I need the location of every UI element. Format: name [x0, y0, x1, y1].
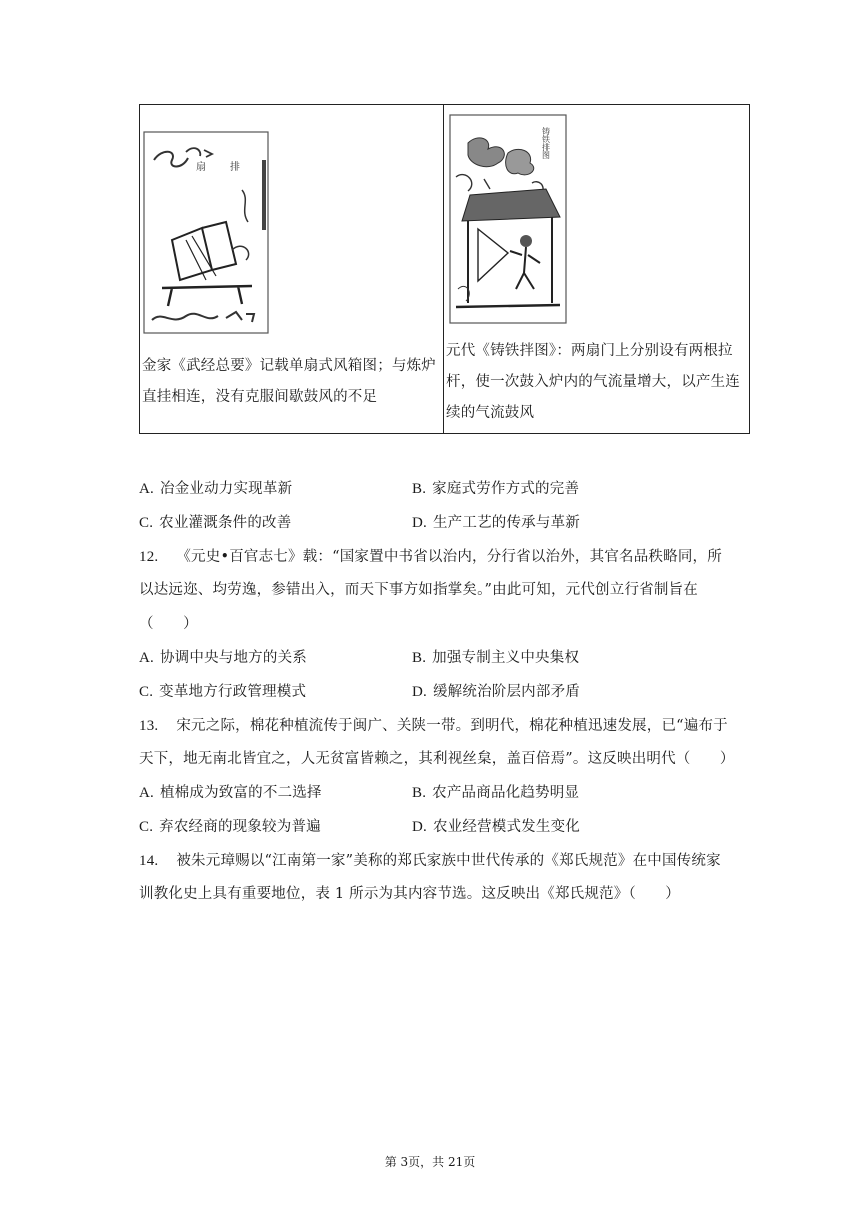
iron-casting-woodcut-illustration — [448, 113, 568, 325]
option-letter: A. — [139, 650, 154, 666]
q13-option-b[interactable] — [412, 781, 579, 802]
right-caption: 元代《铸铁拌图》：两扇门上分别设有两根拉杆，使一次鼓入炉内的气流量增大，以产生连续的气流鼓风 — [446, 343, 740, 421]
option-text: 农业灌溉条件的改善 — [159, 515, 292, 531]
q12-stem-line-1 — [139, 545, 722, 566]
q14-stem-line-2: 训教化史上具有重要地位，表 1 所示为其内容节选。这反映出《郑氏规范》（ ） — [139, 886, 680, 902]
option-text: 农业经营模式发生变化 — [432, 819, 580, 835]
page-footer: 第 3页，共 21页 — [384, 1155, 476, 1169]
left-caption: 金家《武经总要》记载单扇式风箱图；与炼炉直挂相连，没有克服间歇鼓风的不足 — [142, 358, 436, 405]
question-number: 13. — [139, 718, 159, 734]
q12-option-d[interactable] — [412, 680, 580, 701]
svg-text:排: 排 — [230, 162, 240, 173]
svg-text:扇: 扇 — [196, 162, 206, 173]
option-letter: D. — [412, 515, 427, 531]
question-text: 宋元之际，棉花种植流传于闽广、关陕一带。到明代，棉花种植迅速发展，已“遍布于 — [176, 718, 728, 734]
option-letter: D. — [412, 819, 427, 835]
option-letter: B. — [412, 650, 427, 666]
option-letter: C. — [139, 819, 154, 835]
q13-stem-line-2: 天下，地无南北皆宜之，人无贫富皆赖之，其利视丝枲，盖百倍焉”。这反映出明代（ ） — [139, 751, 735, 767]
figure-cell-bellows — [140, 105, 444, 433]
q12-option-a[interactable] — [139, 646, 307, 667]
q11-option-b[interactable] — [412, 477, 579, 498]
q11-option-d[interactable] — [412, 511, 580, 532]
option-letter: A. — [139, 481, 154, 497]
question-number: 12. — [139, 549, 159, 565]
q12-stem-line-2: 以达远迩、均劳逸，参错出入，而天下事方如指掌矣。”由此可知，元代创立行省制旨在 — [139, 582, 698, 598]
q14-stem-line-1 — [139, 849, 721, 870]
q13-option-d[interactable] — [412, 815, 580, 836]
figure-table — [139, 104, 750, 434]
question-text: 被朱元璋赐以“江南第一家”美称的郑氏家族中世代传承的《郑氏规范》在中国传统家 — [176, 853, 721, 869]
q12-answer-blank: （ ） — [139, 616, 198, 632]
option-text: 缓解统治阶层内部矛盾 — [432, 684, 580, 700]
option-text: 加强专制主义中央集权 — [432, 650, 580, 666]
option-text: 弃农经商的现象较为普遍 — [159, 819, 321, 835]
question-number: 14. — [139, 853, 159, 869]
option-text: 生产工艺的传承与革新 — [432, 515, 580, 531]
figure-cell-casting — [444, 105, 749, 433]
q13-option-c[interactable] — [139, 815, 321, 836]
option-text: 家庭式劳作方式的完善 — [432, 481, 580, 497]
q11-option-c[interactable] — [139, 511, 291, 532]
option-text: 冶金业动力实现革新 — [159, 481, 293, 497]
option-letter: B. — [412, 785, 427, 801]
option-text: 农产品商品化趋势明显 — [432, 785, 580, 801]
q13-stem-line-1 — [139, 714, 728, 735]
question-text: 《元史•百官志七》载：“国家置中书省以治内，分行省以治外，其官名品秩略同，所 — [176, 549, 722, 565]
bellows-woodcut-illustration — [142, 130, 270, 335]
option-letter: C. — [139, 515, 154, 531]
q11-option-a[interactable] — [139, 477, 292, 498]
option-letter: A. — [139, 785, 154, 801]
q13-option-a[interactable] — [139, 781, 322, 802]
option-text: 植棉成为致富的不二选择 — [159, 785, 322, 801]
option-letter: C. — [139, 684, 154, 700]
option-letter: D. — [412, 684, 427, 700]
q12-option-b[interactable] — [412, 646, 579, 667]
option-text: 变革地方行政管理模式 — [159, 684, 307, 700]
q12-option-c[interactable] — [139, 680, 306, 701]
option-letter: B. — [412, 481, 427, 497]
svg-text:铸铁排图: 铸铁排图 — [541, 127, 551, 159]
option-text: 协调中央与地方的关系 — [159, 650, 307, 666]
